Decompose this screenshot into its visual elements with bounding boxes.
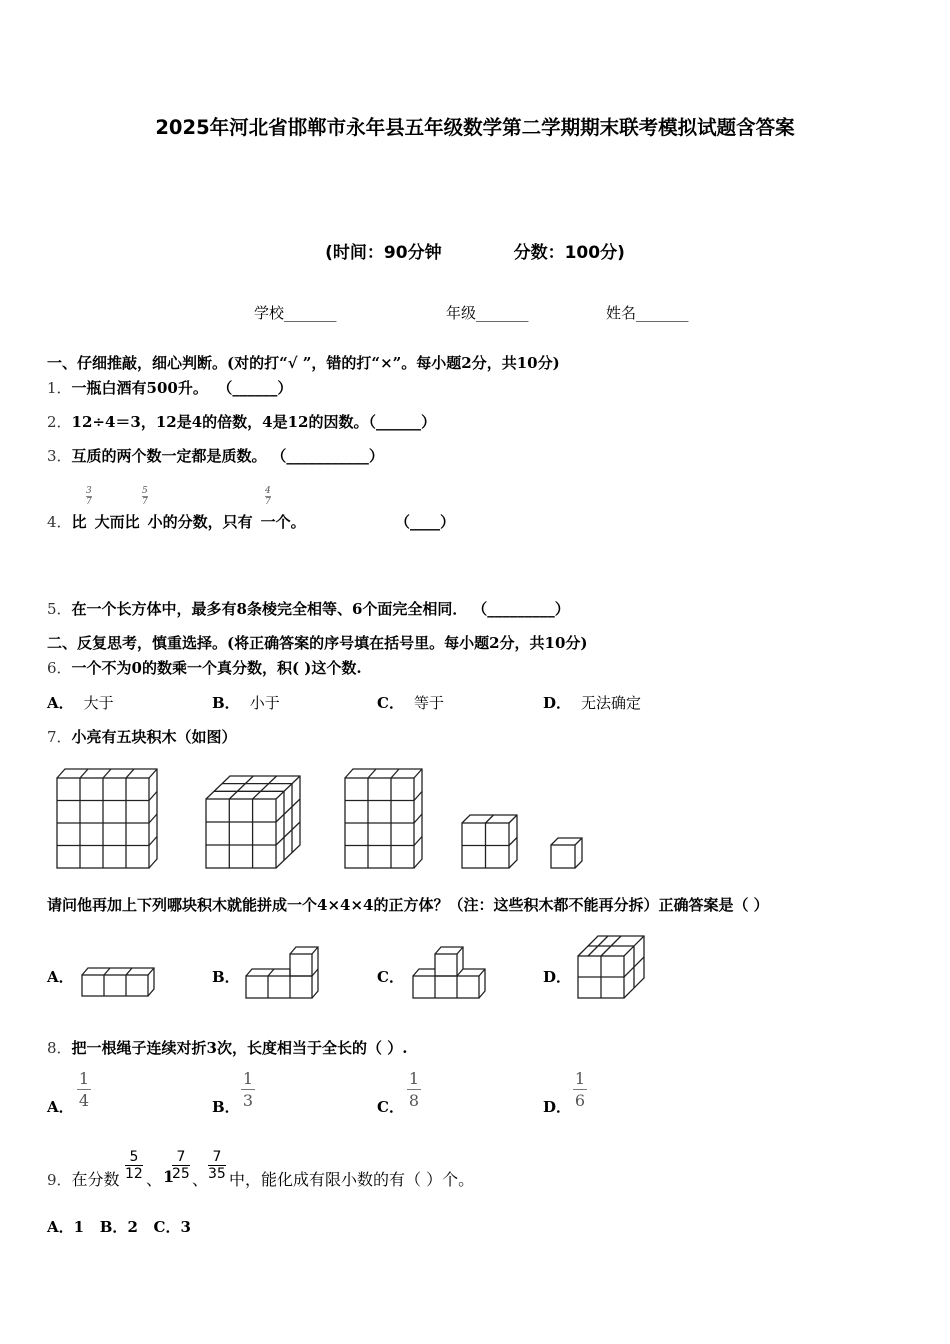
q4-fraction-1: 3 7 [86,486,92,507]
q5-answer-blank[interactable]: （_________） [472,600,570,618]
q7-text: 小亮有五块积木（如图） [71,728,237,746]
q1-number: 1． [47,379,72,397]
question-8 [47,1037,407,1058]
q5-number: 5． [47,600,72,618]
q9-part2: 中，能化成有限小数的有（ ）个。 [229,1170,475,1189]
q8-option-c-fraction[interactable]: 1 8 [408,1069,420,1110]
q8-option-b-fraction[interactable]: 1 3 [242,1069,254,1110]
q7-option-c-label[interactable]: C． [377,968,404,986]
q7-number: 7． [47,728,72,746]
q8-option-a-label[interactable]: A． [47,1098,74,1116]
score-label: 分数：100分) [513,243,625,263]
q5-text: 在一个长方体中，最多有8条棱完全相等、6个面完全相同． [71,600,468,618]
q3-text: 互质的两个数一定都是质数。 [71,447,267,465]
q7-option-a-label[interactable]: A． [47,968,74,986]
q9-option-a[interactable]: A．1 [47,1218,85,1236]
q9-fraction-2: 7 25 [172,1149,190,1182]
q8-text: 把一根绳子连续对折3次，长度相当于全长的（ ）. [71,1039,408,1057]
block-3 [345,769,422,868]
q2-answer-blank[interactable]: （______） [368,413,437,431]
q9-number: 9． [47,1171,72,1189]
option-d-shape[interactable] [578,936,644,998]
block-1 [57,769,157,868]
option-b-shape[interactable] [246,947,318,998]
q8-option-d-fraction[interactable]: 1 6 [574,1069,586,1110]
q8-option-c-label[interactable]: C． [377,1098,404,1116]
question-9 [47,1167,120,1190]
q8-option-a-fraction[interactable]: 1 4 [78,1069,90,1110]
q1-answer-blank[interactable]: （______） [217,379,293,397]
q9-part1: 在分数 [71,1170,120,1189]
block-2 [206,776,300,868]
q2-text: 12÷4＝3，12是4的倍数，4是12的因数。 [71,413,369,431]
grade-field[interactable]: 年级_______ [446,304,529,322]
time-label: (时间：90分钟 [325,243,442,263]
name-field[interactable]: 姓名_______ [606,304,689,322]
q9-sep2: 、 [192,1170,209,1189]
q8-option-d-label[interactable]: D． [543,1098,572,1116]
q6-option-b[interactable]: B． 小于 [212,694,280,712]
q4-part2: 大而比 [94,513,140,531]
option-c-shape[interactable] [413,947,485,998]
q9-options [47,1216,191,1237]
block-4 [462,815,517,868]
q9-fraction-3: 7 35 [208,1149,226,1182]
q6-number: 6． [47,659,72,677]
q1-text: 一瓶白酒有500升。 [71,379,208,397]
option-a-shape[interactable] [82,968,154,996]
q4-part4: 一个。 [260,513,306,531]
page-title: 2025年河北省邯郸市永年县五年级数学第二学期期末联考模拟试题含答案 [155,116,795,139]
q4-fraction-2: 5 7 [142,486,148,507]
q6-text: 一个不为0的数乘一个真分数，积( )这个数. [71,659,362,677]
q4-number: 4． [47,513,72,531]
q7-option-b-label[interactable]: B． [212,968,240,986]
q6-option-c[interactable]: C． 等于 [377,694,444,712]
q4-part1: 比 [71,513,87,531]
block-5 [551,838,582,868]
q8-option-b-label[interactable]: B． [212,1098,240,1116]
q8-number: 8． [47,1039,72,1057]
q9-whole: 1 [163,1167,175,1186]
q2-number: 2． [47,413,72,431]
school-field[interactable]: 学校_______ [254,304,337,322]
q3-number: 3． [47,447,72,465]
q3-answer-blank[interactable]: （___________） [271,447,384,465]
section2-heading: 二、反复思考，慎重选择。(将正确答案的序号填在括号里。每小题2分，共10分) [47,634,588,652]
q9-fraction-1: 5 12 [125,1149,143,1182]
q9-option-c[interactable]: C．3 [153,1218,191,1236]
q6-option-a[interactable]: A． 大于 [47,694,114,712]
q4-fraction-3: 4 7 [265,486,271,507]
q7-option-d-label[interactable]: D． [543,968,572,986]
q4-answer-blank[interactable]: （____） [395,513,456,531]
section1-heading: 一、仔细推敲，细心判断。(对的打“√ ”，错的打“×”。每小题2分，共10分) [47,354,560,372]
q6-option-d[interactable]: D． 无法确定 [543,694,642,712]
q9-sep1: 、 [146,1170,163,1189]
q9-option-b[interactable]: B．2 [99,1218,138,1236]
q7-question: 请问他再加上下列哪块积木就能拼成一个4×4×4的正方体？（注：这些积木都不能再分拆）正确答案是（ ） [47,896,769,914]
q4-part3: 小的分数，只有 [147,513,253,531]
